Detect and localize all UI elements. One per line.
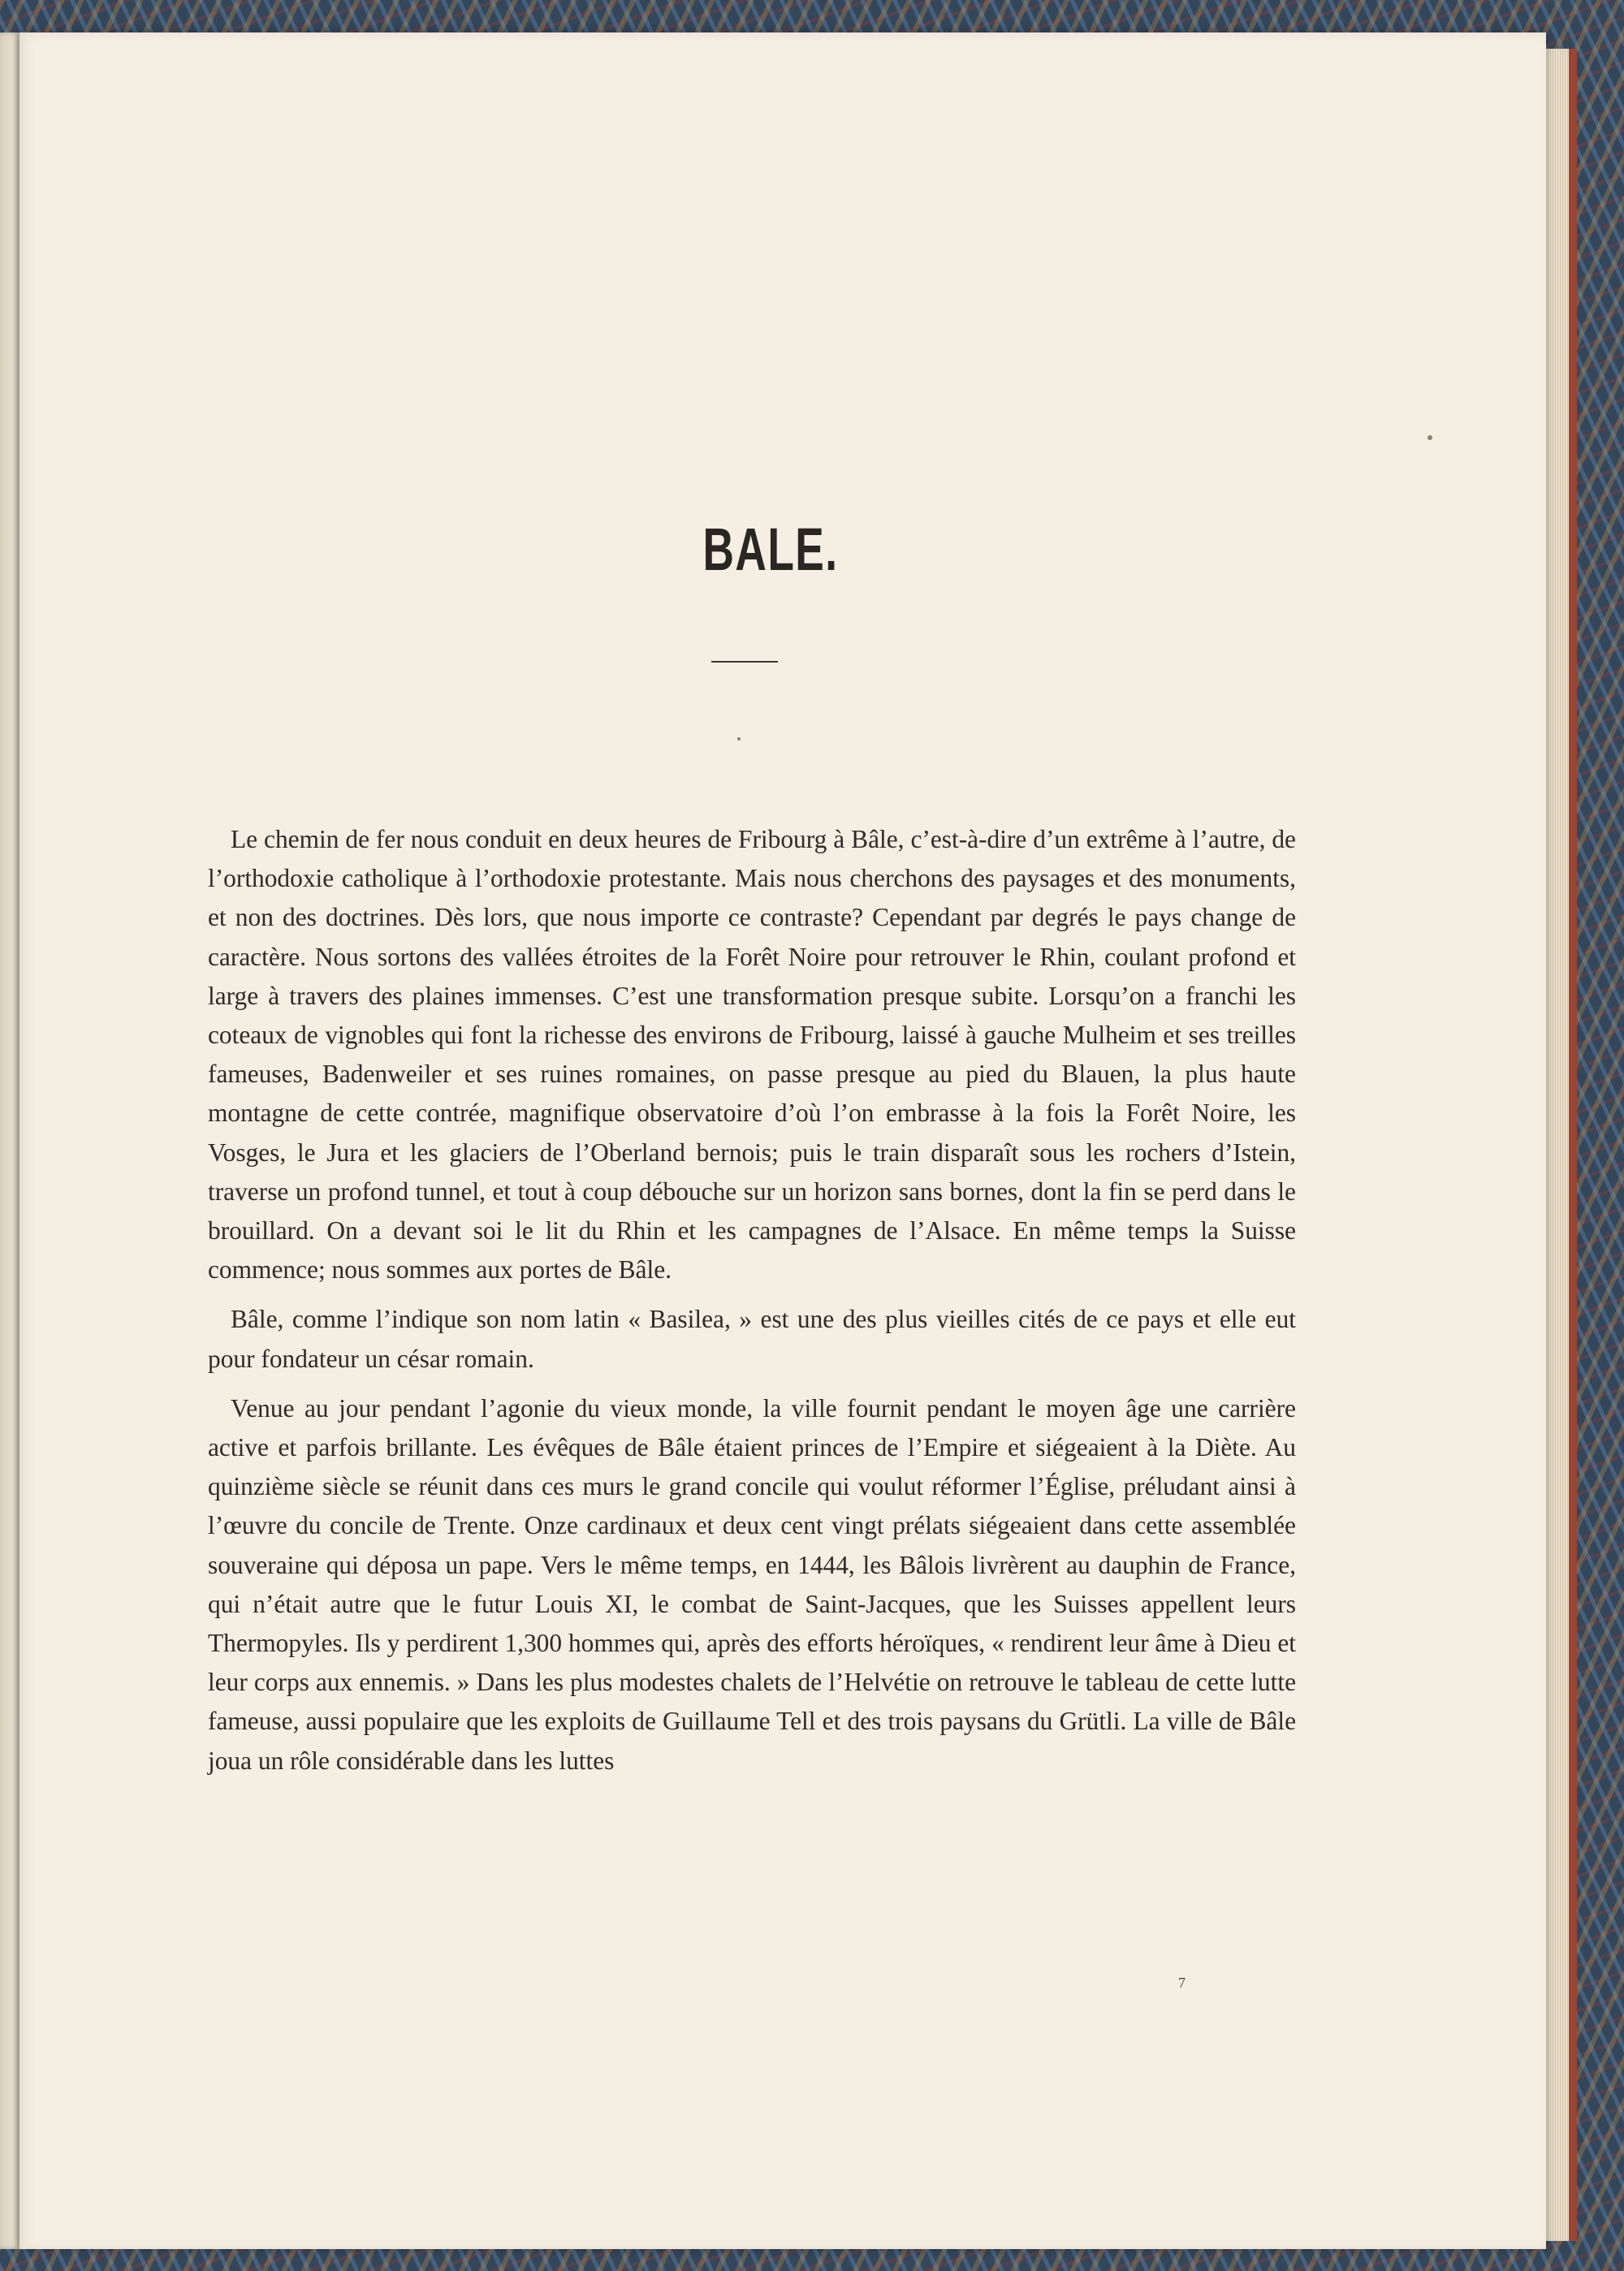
paragraph: Bâle, comme l’indique son nom latin « Basilea, » est une des plus vieilles cités de ce pays et elle eut pour fondateur un césar romain.: [208, 1305, 1296, 1373]
body-text: [208, 820, 1296, 1791]
page-number: 7: [1178, 1975, 1186, 1991]
paragraph: Le chemin de fer nous conduit en deux heures de Fribourg à Bâle, c’est-à-dire d’un extrême à l’autre, de l’orthodoxie catholique à l’orthodoxie protestante. Mais nous cherchons des paysages et des monuments, et non des doctrines. Dès lors, que nous importe ce contraste? Cependant par degrés le pays change de caractère. Nous sortons des vallées étroites de la Forêt Noire pour retrouver le Rhin, coulant profond et large à travers des plaines immenses. C’est une transformation presque subite. Lorsqu’on a franchi les coteaux de vignobles qui font la richesse des environs de Fribourg, laissé à gauche Mulheim et ses treilles fameuses, Badenweiler et ses ruines romaines, on passe presque au pied du Blauen, la plus haute montagne de cette contrée, magnifique observatoire d’où l’on embrasse à la fois la Forêt Noire, les Vosges, le Jura et les glaciers de l’Oberland bernois; puis le train disparaît sous les rochers d’Istein, traverse un profond tunnel, et tout à coup débouche sur un horizon sans bornes, dont la fin se perd dans le brouillard. On a devant soi le lit du Rhin et les campagnes de l’Alsace. En même temps la Suisse commence; nous sommes aux portes de Bâle.: [208, 825, 1296, 1284]
paper-speck: [737, 737, 741, 740]
book-page: [19, 32, 1546, 2249]
paragraph: Venue au jour pendant l’agonie du vieux monde, la ville fournit pendant le moyen âge une carrière active et parfois brillante. Les évêques de Bâle étaient princes de l’Empire et siégeaient à la Diète. Au quinzième siècle se réunit dans ces murs le grand concile qui voulut réformer l’Église, préludant ainsi à l’œuvre du concile de Trente. Onze cardinaux et deux cent vingt prélats siégeaient dans cette assemblée souveraine qui déposa un pape. Vers le même temps, en 1444, les Bâlois livrèrent au dauphin de France, qui n’était autre que le futur Louis XI, le combat de Saint-Jacques, que les Suisses appellent leurs Thermopyles. Ils y perdirent 1,300 hommes qui, après des efforts héroïques, « rendirent leur âme à Dieu et leur corps aux ennemis. » Dans les plus modestes chalets de l’Helvétie on retrouve le tableau de cette lutte fameuse, aussi populaire que les exploits de Guillaume Tell et des trois paysans du Grütli. La ville de Bâle joua un rôle considérable dans les luttes: [208, 1393, 1296, 1775]
title-rule: [711, 661, 778, 663]
chapter-title: BALE.: [702, 516, 839, 583]
facing-page-edge: [0, 32, 19, 2249]
binding-band: [1569, 49, 1577, 2241]
paper-speck: [1427, 435, 1432, 440]
